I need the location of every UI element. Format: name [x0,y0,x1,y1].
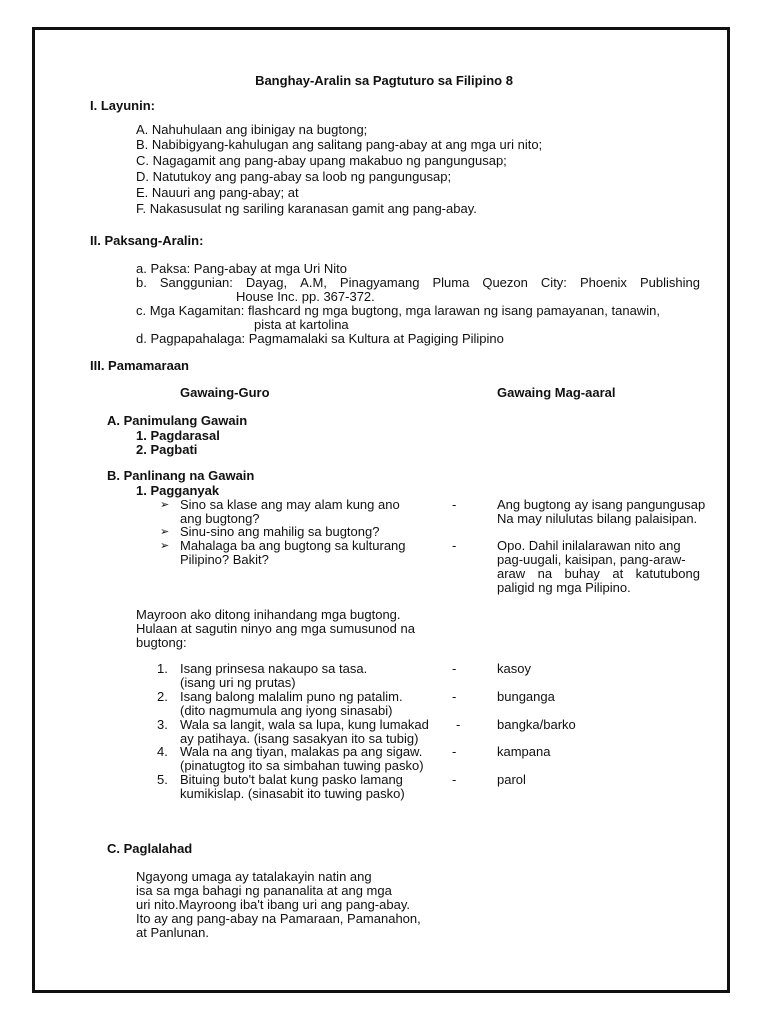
dash-separator: - [452,661,457,676]
section-heading-pamamaraan: III. Pamamaraan [90,358,189,373]
layunin-item: A. Nahuhulaan ang ibinigay na bugtong; [136,122,368,137]
layunin-item: C. Nagagamit ang pang-abay upang makabuo ng pangungusap; [136,153,507,168]
kagamitan-continuation: pista at kartolina [254,317,349,332]
word: Publishing [639,275,700,290]
question-text: Pilipino? Bakit? [180,552,269,567]
riddle-text: Isang prinsesa nakaupo sa tasa. [180,661,368,676]
sanggunian-continuation: House Inc. pp. 367-372. [236,289,375,304]
riddle-intro: Mayroon ako ditong inihandang mga bugtong. [136,607,401,622]
subsection-panlinang-na-gawain: B. Panlinang na Gawain [107,468,255,483]
answer-text: paligid ng mga Pilipino. [497,580,631,595]
layunin-item: D. Natutukoy ang pang-abay sa loob ng pangungusap; [136,169,452,184]
riddle-text: Wala sa langit, wala sa lupa, kung lumakad [180,717,429,732]
document-title: Banghay-Aralin sa Pagtuturo sa Filipino 8 [255,73,513,88]
section-heading-paksang-aralin: II. Paksang-Aralin: [90,233,204,248]
word: katutubong [635,566,700,581]
layunin-item: B. Nabibigyang-kahulugan ang salitang pang-abay at ang mga uri nito; [136,137,543,152]
arrow-bullet-icon: ➢ [160,499,170,511]
riddle-intro: Hulaan at sagutin ninyo ang mga sumusunod na [136,621,415,636]
dash-separator: - [452,497,457,512]
riddle-answer: kampana [497,744,551,759]
dash-separator: - [452,689,457,704]
layunin-item: F. Nakasusulat ng sariling karanasan gamit ang pang-abay. [136,201,477,216]
subsection-paglalahad: C. Paglalahad [107,841,193,856]
panimulang-item: 1. Pagdarasal [136,428,220,443]
question-text: Mahalaga ba ang bugtong sa kulturang [180,538,406,553]
riddle-answer: kasoy [497,661,531,676]
riddle-answer: bunganga [497,689,555,704]
word: Phoenix [579,275,627,290]
arrow-bullet-icon: ➢ [160,526,170,538]
dash-separator: - [452,744,457,759]
riddle-number: 1. [157,661,168,676]
word: at [612,566,624,581]
column-header-guro: Gawaing-Guro [180,385,270,400]
paksa-line: a. Paksa: Pang-abay at mga Uri Nito [136,261,347,276]
dash-separator: - [452,772,457,787]
word: Sanggunian: [159,275,233,290]
riddle-hint: ay patihaya. (isang sasakyan ito sa tubig) [180,731,419,746]
kagamitan-line: c. Mga Kagamitan: flashcard ng mga bugtong, mga larawan ng isang pamayanan, tanawin, [136,303,660,318]
answer-text: Opo. Dahil inilalarawan nito ang [497,538,681,553]
riddle-hint: (dito nagmumula ang iyong sinasabi) [180,703,393,718]
paglalahad-text: uri nito.Mayroong iba't ibang uri ang pang-abay. [136,897,410,912]
word: araw [497,566,526,581]
riddle-hint: kumikislap. (sinasabit ito tuwing pasko) [180,786,405,801]
riddle-number: 5. [157,772,168,787]
panimulang-item: 2. Pagbati [136,442,198,457]
word: buhay [564,566,600,581]
pagganyak-heading: 1. Pagganyak [136,483,220,498]
word: Dayag, [245,275,288,290]
paglalahad-text: isa sa mga bahagi ng pananalita at ang mga [136,883,392,898]
pagpapahalaga-line: d. Pagpapahalaga: Pagmamalaki sa Kultura at Pagiging Pilipino [136,331,504,346]
word: Pinagyamang [339,275,420,290]
riddle-intro: bugtong: [136,635,187,650]
layunin-item: E. Nauuri ang pang-abay; at [136,185,299,200]
column-header-magaaral: Gawaing Mag-aaral [497,385,616,400]
riddle-hint: (isang uri ng prutas) [180,675,296,690]
word: na [537,566,553,581]
answer-text: pag-uugali, kaisipan, pang-araw- [497,552,686,567]
question-text: Sino sa klase ang may alam kung ano [180,497,400,512]
question-text: Sinu-sino ang mahilig sa bugtong? [180,524,380,539]
riddle-number: 2. [157,689,168,704]
riddle-text: Bituing buto't balat kung pasko lamang [180,772,403,787]
paglalahad-text: Ngayong umaga ay tatalakayin natin ang [136,869,372,884]
dash-separator: - [456,717,461,732]
riddle-hint: (pinatugtog ito sa simbahan tuwing pasko) [180,758,424,773]
riddle-answer: parol [497,772,526,787]
answer-text: Ang bugtong ay isang pangungusap [497,497,706,512]
word: Pluma [432,275,470,290]
question-text: ang bugtong? [180,511,260,526]
section-heading-layunin: I. Layunin: [90,98,155,113]
riddle-number: 3. [157,717,168,732]
word: A.M, [300,275,327,290]
riddle-text: Isang balong malalim puno ng patalim. [180,689,403,704]
sanggunian-line [136,276,700,290]
answer-text [497,567,700,581]
riddle-text: Wala na ang tiyan, malakas pa ang sigaw. [180,744,423,759]
paglalahad-text: at Panlunan. [136,925,210,940]
dash-separator: - [452,538,457,553]
answer-text: Na may nilulutas bilang palaisipan. [497,511,698,526]
paglalahad-text: Ito ay ang pang-abay na Pamaraan, Pamanahon, [136,911,421,926]
subsection-panimulang-gawain: A. Panimulang Gawain [107,413,248,428]
word: City: [540,275,567,290]
riddle-number: 4. [157,744,168,759]
arrow-bullet-icon: ➢ [160,540,170,552]
word: Quezon [482,275,528,290]
riddle-answer: bangka/barko [497,717,576,732]
word: b. [136,275,147,290]
